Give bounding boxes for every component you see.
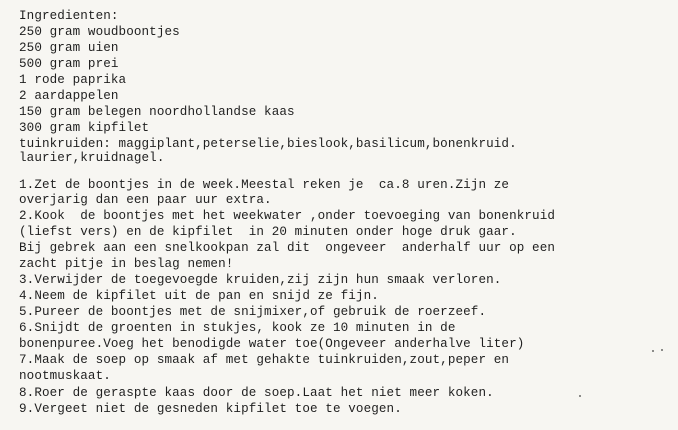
scan-speck — [652, 350, 654, 352]
step-line: 8.Roer de geraspte kaas door de soep.Laat het niet meer koken. — [19, 386, 494, 400]
step-line: 3.Verwijder de toegevoegde kruiden,zij zijn hun smaak verloren. — [19, 273, 502, 287]
step-line: nootmuskaat. — [19, 369, 111, 383]
step-line: 6.Snijdt de groenten in stukjes, kook ze 10 minuten in de — [19, 321, 456, 335]
step-line: 2.Kook de boontjes met het weekwater ,onder toevoeging van bonenkruid — [19, 209, 556, 223]
ingredient-line: 150 gram belegen noordhollandse kaas — [19, 105, 295, 119]
ingredients-title: Ingredienten: — [19, 9, 119, 23]
ingredient-line: laurier,kruidnagel. — [19, 151, 165, 165]
step-line: (liefst vers) en de kipfilet in 20 minuten onder hoge druk gaar. — [19, 225, 517, 239]
step-line: 9.Vergeet niet de gesneden kipfilet toe te voegen. — [19, 402, 402, 416]
ingredient-line: 2 aardappelen — [19, 89, 119, 103]
ingredient-line: 300 gram kipfilet — [19, 121, 150, 135]
step-line: 1.Zet de boontjes in de week.Meestal reken je ca.8 uren.Zijn ze — [19, 178, 510, 192]
ingredient-line: 1 rode paprika — [19, 73, 127, 87]
scan-speck — [579, 395, 581, 397]
step-line: overjarig dan een paar uur extra. — [19, 193, 272, 207]
step-line: Bij gebrek aan een snelkookpan zal dit ongeveer anderhalf uur op een — [19, 241, 556, 255]
step-line: bonenpuree.Voeg het benodigde water toe(Ongeveer anderhalve liter) — [19, 337, 525, 351]
step-line: zacht pitje in beslag nemen! — [19, 257, 234, 271]
ingredient-line: 250 gram uien — [19, 41, 119, 55]
ingredient-line: 500 gram prei — [19, 57, 119, 71]
scan-speck — [661, 349, 663, 351]
ingredient-line: tuinkruiden: maggiplant,peterselie,bieslook,basilicum,bonenkruid. — [19, 137, 517, 151]
step-line: 7.Maak de soep op smaak af met gehakte tuinkruiden,zout,peper en — [19, 353, 510, 367]
ingredient-line: 250 gram woudboontjes — [19, 25, 180, 39]
step-line: 4.Neem de kipfilet uit de pan en snijd ze fijn. — [19, 289, 379, 303]
step-line: 5.Pureer de boontjes met de snijmixer,of gebruik de roerzeef. — [19, 305, 487, 319]
